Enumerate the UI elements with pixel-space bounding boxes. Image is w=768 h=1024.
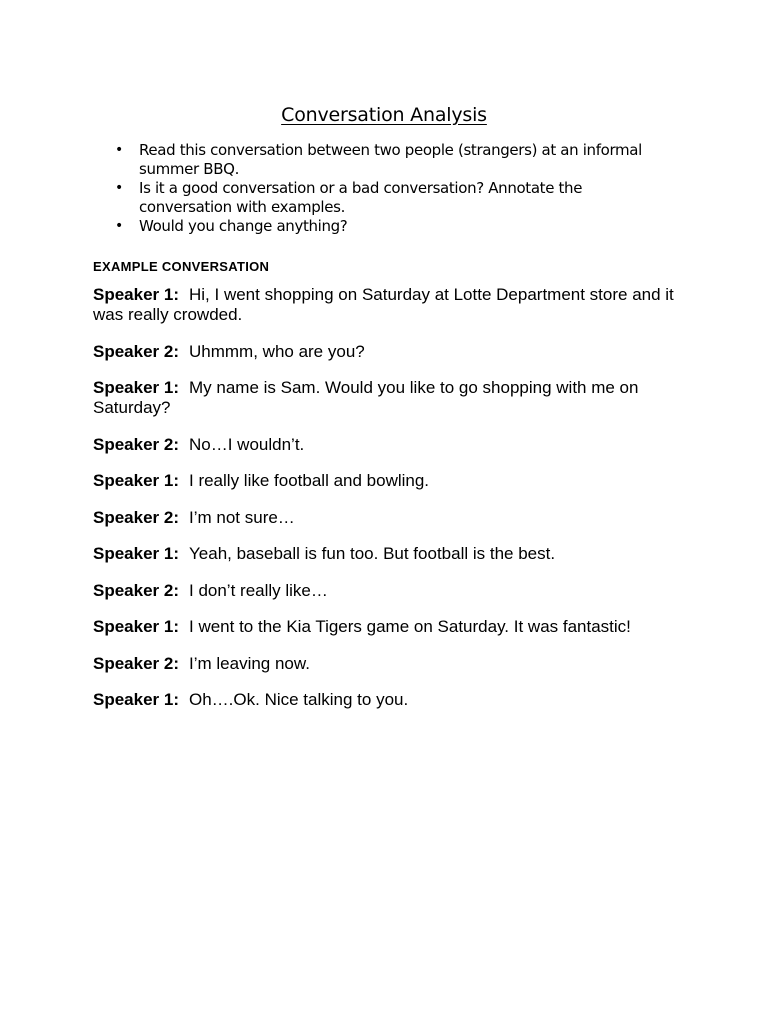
conversation-line	[93, 581, 683, 601]
utterance-text: Yeah, baseball is fun too. But football is the best.	[189, 544, 556, 563]
speaker-label: Speaker 2:	[93, 507, 179, 527]
speaker-label: Speaker 2:	[93, 653, 179, 673]
speaker-label: Speaker 1:	[93, 378, 179, 397]
bullet-icon: •	[115, 142, 123, 158]
utterance-text: Uhmmm, who are you?	[189, 341, 365, 361]
instruction-text: Would you change anything?	[139, 217, 348, 235]
conversation-line	[93, 378, 683, 418]
utterance-text: I’m leaving now.	[189, 653, 310, 673]
conversation-line	[93, 617, 683, 637]
utterance-text: No…I wouldn’t.	[189, 434, 305, 454]
speaker-label: Speaker 2:	[93, 341, 179, 361]
conversation-line	[93, 508, 683, 528]
bullet-icon: •	[115, 180, 123, 196]
speaker-label: Speaker 1:	[93, 690, 179, 709]
instruction-item	[112, 217, 672, 236]
utterance-text: Oh….Ok. Nice talking to you.	[189, 690, 409, 709]
conversation-line	[93, 544, 683, 564]
utterance-text: My name is Sam. Would you like to go shopping with me on Saturday?	[93, 378, 639, 417]
conversation-line	[93, 690, 683, 710]
speaker-label: Speaker 1:	[93, 544, 179, 563]
instruction-text: Read this conversation between two people (strangers) at an informal summer BBQ.	[139, 141, 642, 178]
instruction-item	[112, 179, 672, 216]
conversation-line	[93, 471, 683, 491]
instruction-text: Is it a good conversation or a bad conversation? Annotate the conversation with examples.	[139, 179, 583, 216]
instruction-list	[112, 141, 672, 237]
speaker-label: Speaker 1:	[93, 285, 179, 304]
utterance-text: Hi, I went shopping on Saturday at Lotte Department store and it was really crowded.	[93, 285, 674, 324]
speaker-label: Speaker 1:	[93, 471, 179, 490]
conversation-line	[93, 654, 683, 674]
instruction-item	[112, 141, 672, 178]
utterance-text: I don’t really like…	[189, 580, 328, 600]
section-heading: EXAMPLE CONVERSATION	[93, 259, 270, 274]
speaker-label: Speaker 2:	[93, 580, 179, 600]
conversation-line	[93, 435, 683, 455]
bullet-icon: •	[115, 218, 123, 234]
utterance-text: I’m not sure…	[189, 507, 295, 527]
conversation-line	[93, 285, 683, 325]
speaker-label: Speaker 1:	[93, 617, 179, 636]
conversation-transcript	[93, 285, 683, 727]
utterance-text: I really like football and bowling.	[189, 471, 430, 490]
page-title: Conversation Analysis	[281, 104, 487, 126]
utterance-text: I went to the Kia Tigers game on Saturday. It was fantastic!	[189, 617, 631, 636]
speaker-label: Speaker 2:	[93, 434, 179, 454]
conversation-line	[93, 342, 683, 362]
